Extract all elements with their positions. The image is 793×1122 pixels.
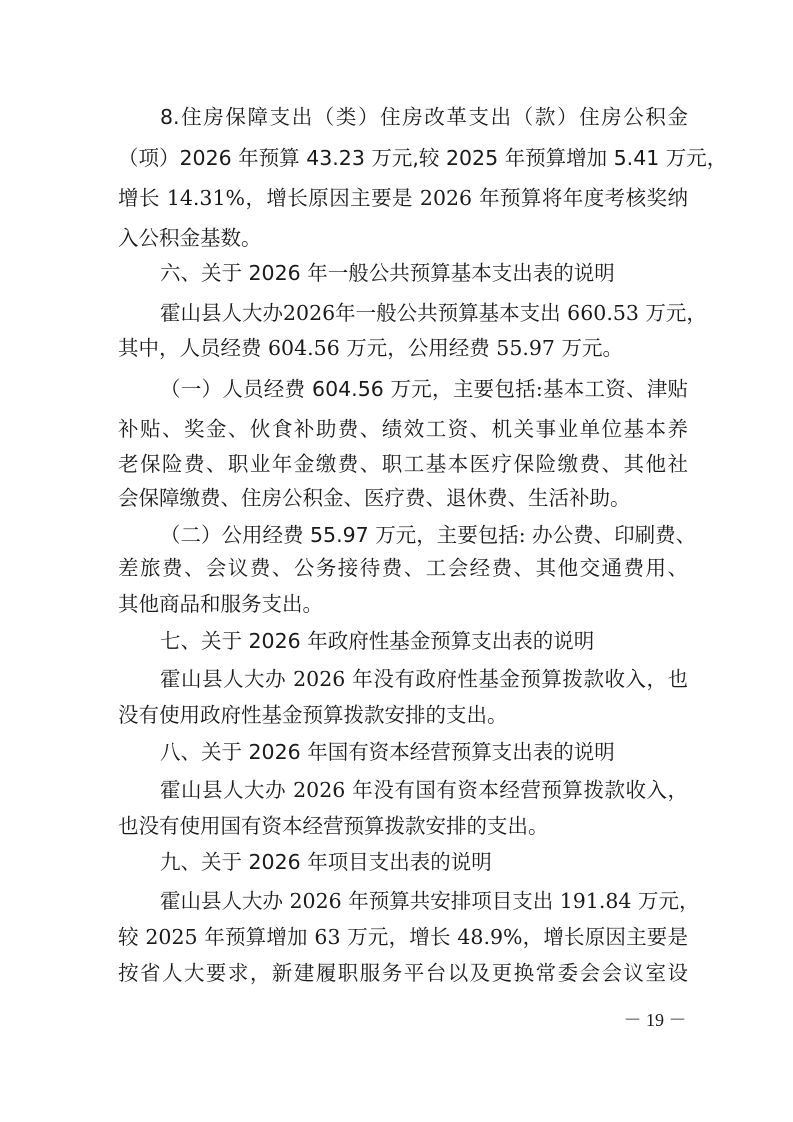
public-lead: （二）公用经费 55.97 万元， <box>160 523 437 547</box>
housing-line-4: 入公积金基数。 <box>118 226 262 250</box>
personnel-line-3: 老保险费、职业年金缴费、职工基本医疗保险缴费、其他社 <box>118 452 688 476</box>
section8-heading: 八、关于 2026 年国有资本经营预算支出表的说明 <box>160 740 615 764</box>
personnel-line-4: 会保障缴费、住房公积金、医疗费、退休费、生活补助。 <box>118 486 631 510</box>
housing-line-2 <box>118 143 728 173</box>
section9-heading: 九、关于 2026 年项目支出表的说明 <box>160 850 492 874</box>
section7-heading: 七、关于 2026 年政府性基金预算支出表的说明 <box>160 629 595 653</box>
public-line-3: 其他商品和服务支出。 <box>118 592 323 616</box>
section8-line-2: 也没有使用国有资本经营预算拨款安排的支出。 <box>118 814 549 838</box>
public-line-2: 差旅费、会议费、公务接待费、工会经费、其他交通费用、 <box>118 556 688 580</box>
housing-line-1: 8.住房保障支出（类）住房改革支出（款）住房公积金 <box>160 105 688 129</box>
section6-heading: 六、关于 2026 年一般公共预算基本支出表的说明 <box>160 261 615 285</box>
section7-line-2: 没有使用政府性基金预算拨款安排的支出。 <box>118 703 508 727</box>
public-line-1-text: 主要包括: 办公费、印刷费、 <box>436 523 697 547</box>
section6-line-1: 霍山县人大办2026年一般公共预算基本支出 660.53 万元， <box>160 301 707 325</box>
section6-line-2: 其中，人员经费 604.56 万元，公用经费 55.97 万元。 <box>118 336 623 360</box>
personnel-lead: （一）人员经费 604.56 万元， <box>160 377 453 401</box>
section9-line-2: 较 2025 年预算增加 63 万元，增长 48.9%，增长原因主要是 <box>118 925 688 949</box>
personnel-line-2: 补贴、奖金、伙食补助费、绩效工资、机关事业单位基本养 <box>118 417 688 441</box>
housing-line-2-text: （项）2026 年预算 43.23 万元,较 2025 年预算增加 5.41 万元， <box>118 146 728 170</box>
page-number: － 19 － <box>623 1010 687 1030</box>
section9-line-1: 霍山县人大办 2026 年预算共安排项目支出 191.84 万元， <box>160 889 700 913</box>
section8-line-1: 霍山县人大办 2026 年没有国有资本经营预算拨款收入， <box>160 778 688 802</box>
housing-line-3: 增长 14.31%，增长原因主要是 2026 年预算将年度考核奖纳 <box>118 186 688 210</box>
personnel-line-1 <box>160 374 688 404</box>
section9-line-3: 按省人大要求，新建履职服务平台以及更换常委会会议室设 <box>118 961 688 985</box>
public-line-1 <box>160 520 697 550</box>
personnel-line-1-text: 主要包括:基本工资、津贴 <box>452 377 689 401</box>
section7-line-1: 霍山县人大办 2026 年没有政府性基金预算拨款收入，也 <box>160 667 688 691</box>
